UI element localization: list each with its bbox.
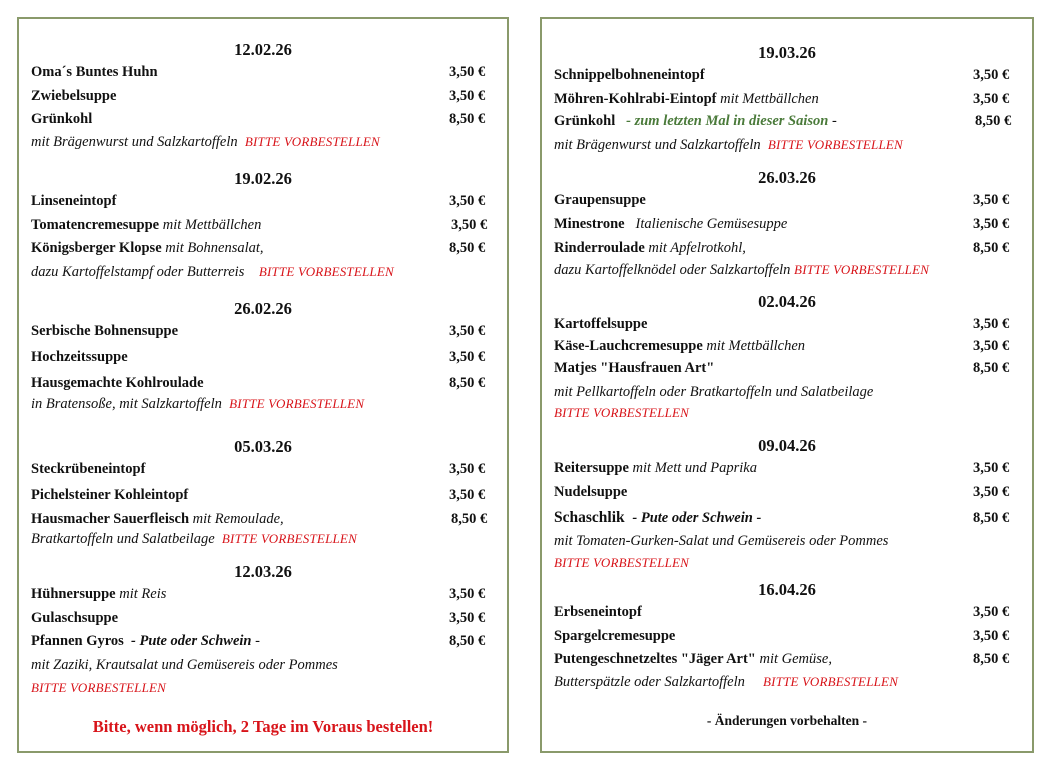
footer-disclaimer: - Änderungen vorbehalten - [706,713,868,728]
menu-item: Matjes "Hausfrauen Art" [554,360,715,376]
menu-item-price: 8,50 € [451,511,488,527]
item-note: mit Pellkartoffeln oder Bratkartoffeln und Salatbeilage [554,384,874,400]
menu-item: Oma´s Buntes Huhn [31,64,158,80]
menu-item: Schnippelbohneneintopf [554,67,705,83]
order-notice: BITTE VORBESTELLEN [554,555,690,570]
footer-order-hint: Bitte, wenn möglich, 2 Tage im Voraus bestellen! [92,717,434,736]
menu-item: Minestrone Italienische Gemüsesuppe [554,216,788,232]
menu-item-price: 8,50 € [973,360,1010,376]
order-notice: BITTE VORBESTELLEN [258,264,394,279]
order-notice: BITTE VORBESTELLEN [31,680,167,695]
menu-item-price: 3,50 € [973,67,1010,83]
section-date: 26.02.26 [234,299,292,318]
item-note: mit Brägenwurst und Salzkartoffeln BITTE VORBESTELLEN [31,134,380,150]
menu-item: Putengeschnetzeltes "Jäger Art" mit Gemüse, [554,651,832,667]
section-date: 12.03.26 [234,562,292,581]
order-notice: BITTE VORBESTELLEN [221,531,357,546]
section-date: 09.04.26 [758,436,816,455]
section-date: 19.03.26 [758,43,816,62]
menu-panel-right [540,17,1034,753]
menu-item: Reitersuppe mit Mett und Paprika [554,460,757,476]
section-date: 05.03.26 [234,437,292,456]
order-notice: BITTE VORBESTELLEN [244,134,380,149]
section-date: 12.02.26 [234,40,292,59]
menu-item: Zwiebelsuppe [31,88,117,104]
order-notice: BITTE VORBESTELLEN [767,137,903,152]
menu-item: Pichelsteiner Kohleintopf [31,487,189,503]
menu-item-price: 8,50 € [449,375,486,391]
menu-item: Pfannen Gyros - Pute oder Schwein - [31,633,260,649]
menu-item-price: 3,50 € [973,316,1010,332]
menu-item: Graupensuppe [554,192,646,208]
menu-item: Hausgemachte Kohlroulade [31,375,204,391]
section-date: 02.04.26 [758,292,816,311]
menu-item-price: 3,50 € [973,604,1010,620]
menu-item-price: 3,50 € [449,193,486,209]
menu-item-price: 3,50 € [449,461,486,477]
order-notice: BITTE VORBESTELLEN [794,262,930,277]
order-notice: BITTE VORBESTELLEN [554,405,690,420]
item-note: in Bratensoße, mit Salzkartoffeln BITTE VORBESTELLEN [31,396,365,412]
menu-item-price: 3,50 € [449,64,486,80]
menu-item: Grünkohl [31,111,93,127]
menu-item: Steckrübeneintopf [31,461,146,477]
menu-item: Hausmacher Sauerfleisch mit Remoulade, [31,511,284,527]
menu-item: Erbseneintopf [554,604,642,620]
menu-item-price: 3,50 € [973,338,1010,354]
menu-item: Hochzeitssuppe [31,349,128,365]
menu-item-price: 3,50 € [973,628,1010,644]
menu-item-price: 3,50 € [449,610,486,626]
item-note: mit Brägenwurst und Salzkartoffeln BITTE VORBESTELLEN [554,137,903,153]
menu-item: Gulaschsuppe [31,610,119,626]
section-date: 26.03.26 [758,168,816,187]
menu-item: Grünkohl - zum letzten Mal in dieser Saison - [554,113,837,129]
item-note: Bratkartoffeln und Salatbeilage BITTE VORBESTELLEN [31,531,357,547]
menu-panel-left [17,17,509,753]
order-notice: BITTE VORBESTELLEN [763,674,899,689]
menu-item: Nudelsuppe [554,484,628,500]
menu-item: Schaschlik - Pute oder Schwein - [554,509,762,526]
menu-item-price: 8,50 € [449,111,486,127]
menu-item-price: 3,50 € [973,91,1010,107]
menu-item: Tomatencremesuppe mit Mettbällchen [31,217,262,233]
item-note: mit Tomaten-Gurken-Salat und Gemüsereis oder Pommes [554,533,889,549]
item-note: dazu Kartoffelknödel oder Salzkartoffeln BITTE VORBESTELLEN [554,262,930,278]
menu-item: Linseneintopf [31,193,117,209]
item-note: Butterspätzle oder Salzkartoffeln BITTE VORBESTELLEN [554,674,899,690]
item-note: mit Zaziki, Krautsalat und Gemüsereis oder Pommes [31,657,338,673]
menu-item-price: 3,50 € [973,460,1010,476]
menu-item: Käse-Lauchcremesuppe mit Mettbällchen [554,338,806,354]
menu-item-price: 3,50 € [973,484,1010,500]
menu-item-price: 3,50 € [451,217,488,233]
menu-item-price: 3,50 € [973,192,1010,208]
menu-item-price: 8,50 € [973,510,1010,526]
menu-item-price: 8,50 € [973,651,1010,667]
menu-item-price: 3,50 € [973,216,1010,232]
menu-item: Rinderroulade mit Apfelrotkohl, [554,240,746,256]
section-date: 19.02.26 [234,169,292,188]
item-note: dazu Kartoffelstampf oder Butterreis BITTE VORBESTELLEN [31,264,394,280]
menu-item: Hühnersuppe mit Reis [31,586,167,602]
menu-item-price: 3,50 € [449,586,486,602]
menu-item: Spargelcremesuppe [554,628,676,644]
menu-item: Königsberger Klopse mit Bohnensalat, [31,240,264,256]
menu-item-price: 8,50 € [973,240,1010,256]
menu-item-price: 8,50 € [449,633,486,649]
menu-item: Möhren-Kohlrabi-Eintopf mit Mettbällchen [554,91,819,107]
menu-item-price: 3,50 € [449,349,486,365]
menu-item: Kartoffelsuppe [554,316,648,332]
menu-item-price: 3,50 € [449,88,486,104]
order-notice: BITTE VORBESTELLEN [229,396,365,411]
menu-item-price: 3,50 € [449,323,486,339]
menu-item-price: 8,50 € [449,240,486,256]
menu-item-price: 8,50 € [975,113,1012,129]
menu-item-price: 3,50 € [449,487,486,503]
section-date: 16.04.26 [758,580,816,599]
menu-item: Serbische Bohnensuppe [31,323,179,339]
